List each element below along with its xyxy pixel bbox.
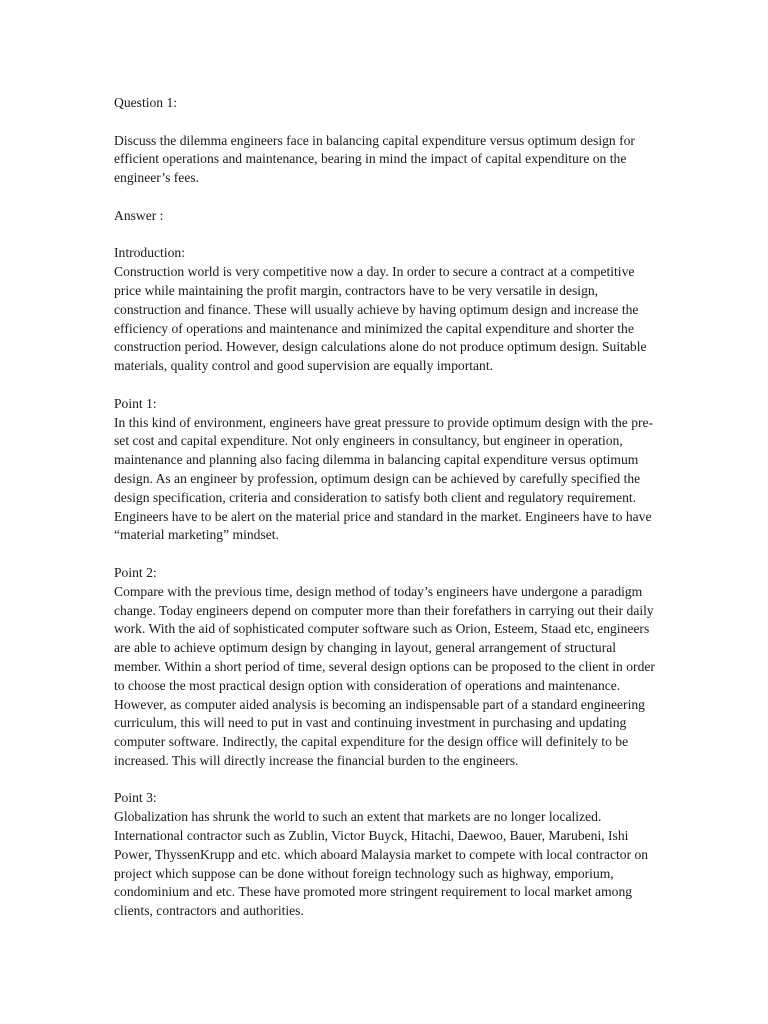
section-heading: Point 2:	[114, 564, 157, 580]
section-heading: Introduction:	[114, 245, 185, 261]
section-paragraph: Construction world is very competitive now a day. In order to secure a contract at a competitive price while maintaining the profit margin, contractors have to be very versatile in design, construction and finance. These will usually achieve by having optimum design and increase the efficiency of operations and maintenance and minimized the capital expenditure and shorter the construction period. However, design calculations alone do not produce optimum design. Suitable materials, quality control and good supervision are equally important.	[114, 264, 647, 374]
section-introduction	[114, 244, 662, 376]
section-paragraph: Compare with the previous time, design method of today’s engineers have undergone a paradigm change. Today engineers depend on computer more than their forefathers in carrying out their daily work. With the aid of sophisticated computer software such as Orion, Esteem, Staad etc, engineers are able to achieve optimum design by changing in layout, general arrangement of structural member. Within a short period of time, several design options can be proposed to the client in order to choose the most practical design option with consideration of operations and maintenance. However, as computer aided analysis is becoming an indispensable part of a standard engineering curriculum, this will need to put in vast and continuing investment in purchasing and updating computer software. Indirectly, the capital expenditure for the design office will definitely to be increased. This will directly increase the financial burden to the engineers.	[114, 583, 655, 768]
question-label: Question 1:	[114, 95, 178, 110]
answer-label: Answer :	[114, 207, 164, 223]
section-heading: Point 1:	[114, 395, 157, 411]
section-point-2	[114, 564, 662, 771]
section-point-1	[114, 395, 662, 545]
document-body	[114, 94, 662, 940]
question-text: Discuss the dilemma engineers face in balancing capital expenditure versus optimum design for efficient operations and maintenance, bearing in mind the impact of capital expenditure on the engineer’s fees.	[114, 132, 635, 186]
section-paragraph: In this kind of environment, engineers have great pressure to provide optimum design with the pre-set cost and capital expenditure. Not only engineers in consultancy, but engineer in operation, maintenance and planning also facing dilemma in balancing capital expenditure versus optimum design. As an engineer by profession, optimum design can be achieved by carefully specified the design specification, criteria and consideration to satisfy both client and regulatory requirement. Engineers have to be alert on the material price and standard in the market. Engineers have to have “material marketing” mindset.	[114, 414, 654, 543]
section-paragraph: Globalization has shrunk the world to such an extent that markets are no longer localized. International contractor such as Zublin, Victor Buyck, Hitachi, Daewoo, Bauer, Marubeni, Ishi Power, ThyssenKrupp and etc. which aboard Malaysia market to compete with local contractor on project which suppose can be done without foreign technology such as highway, emporium, condominium and etc. These have promoted more stringent requirement to local market among clients, contractors and authorities.	[114, 809, 649, 919]
section-point-3	[114, 789, 662, 921]
section-heading: Point 3:	[114, 790, 157, 806]
